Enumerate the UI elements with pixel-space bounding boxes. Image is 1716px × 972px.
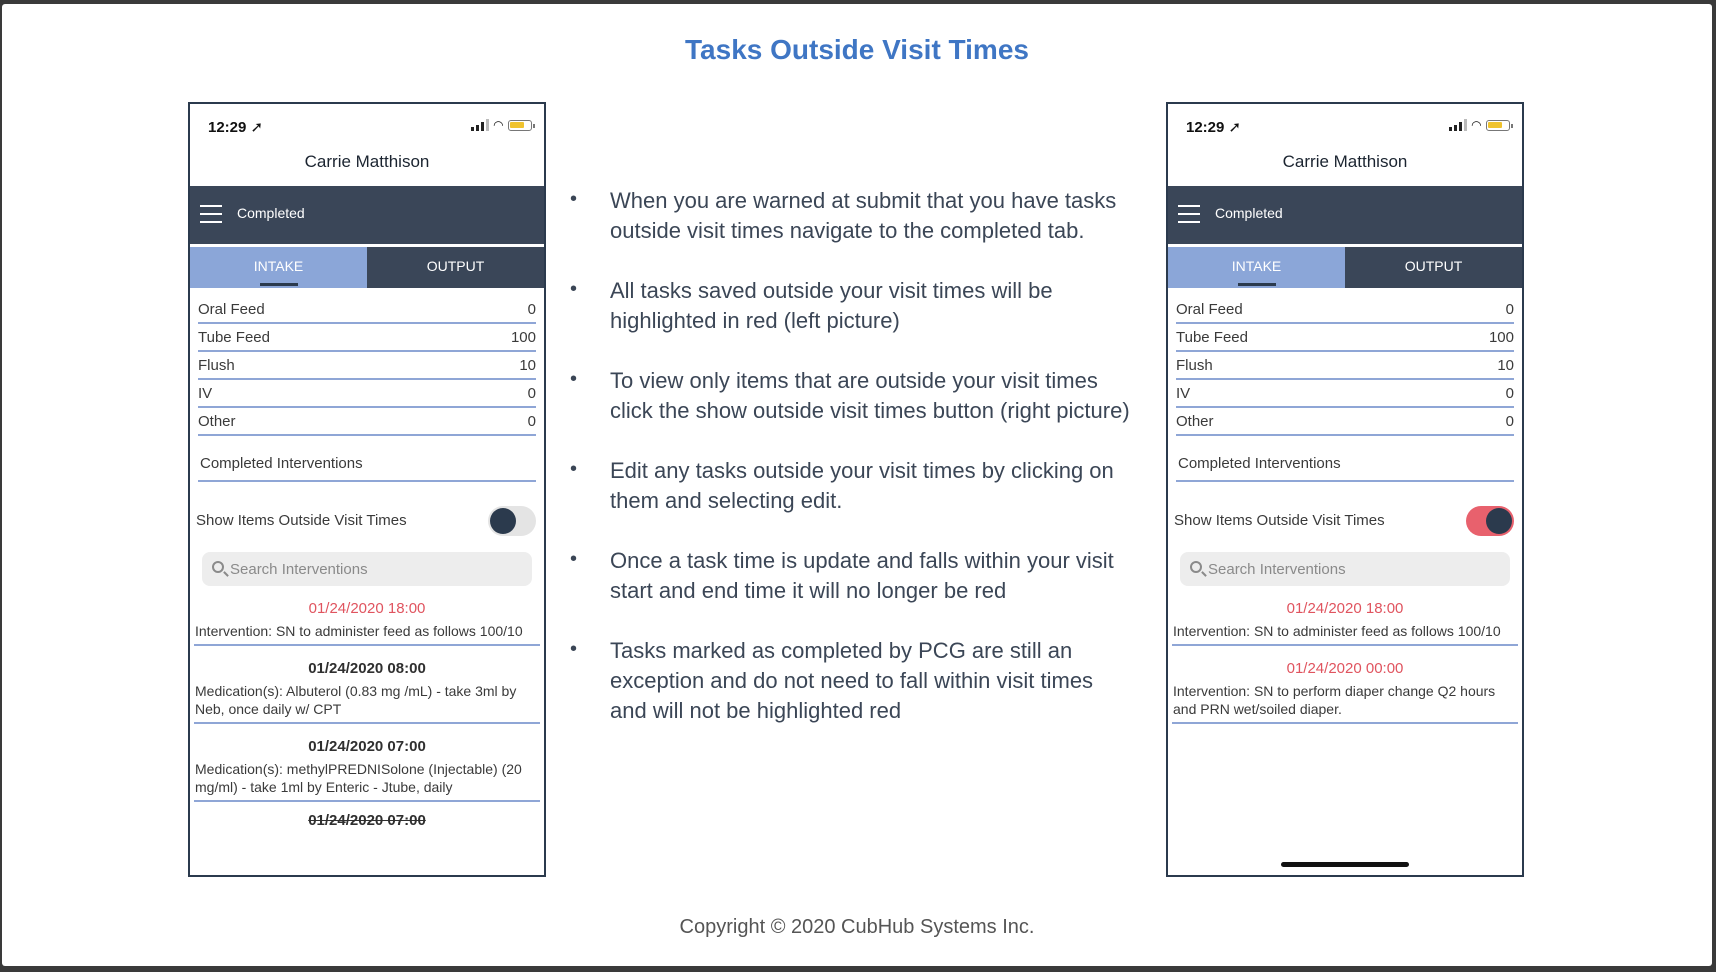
entry-description: Medication(s): Albuterol (0.83 mg /mL) - take 3ml by Neb, once daily w/ CPT xyxy=(195,683,517,717)
slide-title: Tasks Outside Visit Times xyxy=(685,34,1029,65)
tab-output[interactable]: OUTPUT xyxy=(1345,247,1522,288)
tab-intake[interactable]: INTAKE xyxy=(1168,247,1345,288)
hamburger-menu-icon[interactable] xyxy=(200,205,222,223)
bullet-item: • When you are warned at submit that you have tasks outside visit times navigate to the completed tab. xyxy=(572,186,1132,246)
status-icons xyxy=(471,118,532,132)
field-iv[interactable]: IV 0 xyxy=(198,380,536,408)
list-item[interactable] xyxy=(194,734,540,802)
search-icon xyxy=(1190,561,1202,573)
signal-icon xyxy=(1449,119,1467,131)
entry-description: Intervention: SN to perform diaper change Q2 hours and PRN wet/soiled diaper. xyxy=(1173,683,1496,717)
completed-interventions-heading: Completed Interventions xyxy=(1176,450,1514,482)
entry-date: 01/24/2020 07:00 xyxy=(308,738,426,755)
wifi-icon: ◠ xyxy=(1471,118,1481,132)
home-indicator xyxy=(1281,862,1409,867)
toggle-knob xyxy=(1486,508,1512,534)
tab-bar xyxy=(1168,244,1522,288)
toggle-label: Show Items Outside Visit Times xyxy=(1174,512,1385,529)
phone-screenshot-right xyxy=(1166,102,1524,877)
slide xyxy=(2,4,1712,966)
field-oral-feed[interactable]: Oral Feed 0 xyxy=(1176,296,1514,324)
app-bar xyxy=(190,186,544,244)
search-input[interactable] xyxy=(230,552,520,586)
bullet-item: • All tasks saved outside your visit times will be highlighted in red (left picture) xyxy=(572,276,1132,336)
battery-icon xyxy=(508,120,532,131)
interventions-list xyxy=(190,596,544,834)
status-bar xyxy=(190,104,544,146)
list-item[interactable] xyxy=(1172,596,1518,646)
show-outside-visit-times-toggle[interactable] xyxy=(488,506,536,536)
field-tube-feed[interactable]: Tube Feed 100 xyxy=(198,324,536,352)
field-other[interactable]: Other 0 xyxy=(198,408,536,436)
patient-name: Carrie Matthison xyxy=(304,152,430,171)
phone-screenshot-left xyxy=(188,102,546,877)
show-outside-visit-times-toggle[interactable] xyxy=(1466,506,1514,536)
bullet-item: • Edit any tasks outside your visit times by clicking on them and selecting edit. xyxy=(572,456,1132,516)
tab-output[interactable]: OUTPUT xyxy=(367,247,544,288)
field-other[interactable]: Other 0 xyxy=(1176,408,1514,436)
entry-date-outside: 01/24/2020 18:00 xyxy=(1286,600,1404,617)
entry-date: 01/24/2020 08:00 xyxy=(308,660,426,677)
status-icons xyxy=(1449,118,1510,132)
field-flush[interactable]: Flush 10 xyxy=(198,352,536,380)
field-tube-feed[interactable]: Tube Feed 100 xyxy=(1176,324,1514,352)
tab-intake[interactable]: INTAKE xyxy=(190,247,367,288)
search-bar xyxy=(202,552,532,586)
entry-date: 01/24/2020 07:00 xyxy=(308,812,426,829)
entry-date-outside: 01/24/2020 18:00 xyxy=(308,600,426,617)
intake-fields xyxy=(1168,288,1522,436)
toggle-label: Show Items Outside Visit Times xyxy=(196,512,407,529)
intake-fields xyxy=(190,288,544,436)
field-flush[interactable]: Flush 10 xyxy=(1176,352,1514,380)
list-item[interactable] xyxy=(194,656,540,724)
field-iv[interactable]: IV 0 xyxy=(1176,380,1514,408)
wifi-icon: ◠ xyxy=(493,118,503,132)
patient-name: Carrie Matthison xyxy=(1282,152,1408,171)
copyright-footer: Copyright © 2020 CubHub Systems Inc. xyxy=(679,916,1035,938)
search-bar xyxy=(1180,552,1510,586)
interventions-list xyxy=(1168,596,1522,724)
outside-visit-toggle-row xyxy=(1168,492,1522,548)
status-time: 12:29 ➚ xyxy=(1186,119,1242,136)
app-bar xyxy=(1168,186,1522,244)
battery-icon xyxy=(1486,120,1510,131)
entry-date-outside: 01/24/2020 00:00 xyxy=(1286,660,1404,677)
instruction-list xyxy=(572,186,1132,756)
toggle-knob xyxy=(490,508,516,534)
entry-description: Medication(s): methylPREDNISolone (Injectable) (20 mg/ml) - take 1ml by Enteric - Jtube, daily xyxy=(195,761,522,795)
bullet-item: • Once a task time is update and falls within your visit start and end time it will no longer be red xyxy=(572,546,1132,606)
entry-description: Intervention: SN to administer feed as follows 100/10 xyxy=(1173,623,1501,639)
bullet-item: • To view only items that are outside your visit times click the show outside visit times button (right picture) xyxy=(572,366,1132,426)
signal-icon xyxy=(471,119,489,131)
tab-bar xyxy=(190,244,544,288)
completed-interventions-heading: Completed Interventions xyxy=(198,450,536,482)
list-item[interactable] xyxy=(194,596,540,646)
outside-visit-toggle-row xyxy=(190,492,544,548)
status-bar xyxy=(1168,104,1522,146)
field-oral-feed[interactable]: Oral Feed 0 xyxy=(198,296,536,324)
list-item[interactable] xyxy=(1172,656,1518,724)
entry-description: Intervention: SN to administer feed as follows 100/10 xyxy=(195,623,523,639)
screen-title: Completed xyxy=(237,205,305,221)
screen-title: Completed xyxy=(1215,205,1283,221)
list-item[interactable] xyxy=(194,812,540,834)
hamburger-menu-icon[interactable] xyxy=(1178,205,1200,223)
search-icon xyxy=(212,561,224,573)
search-input[interactable] xyxy=(1208,552,1498,586)
status-time: 12:29 ➚ xyxy=(208,119,264,136)
bullet-item: • Tasks marked as completed by PCG are still an exception and do not need to fall within visit times and will not be highlighted red xyxy=(572,636,1132,726)
